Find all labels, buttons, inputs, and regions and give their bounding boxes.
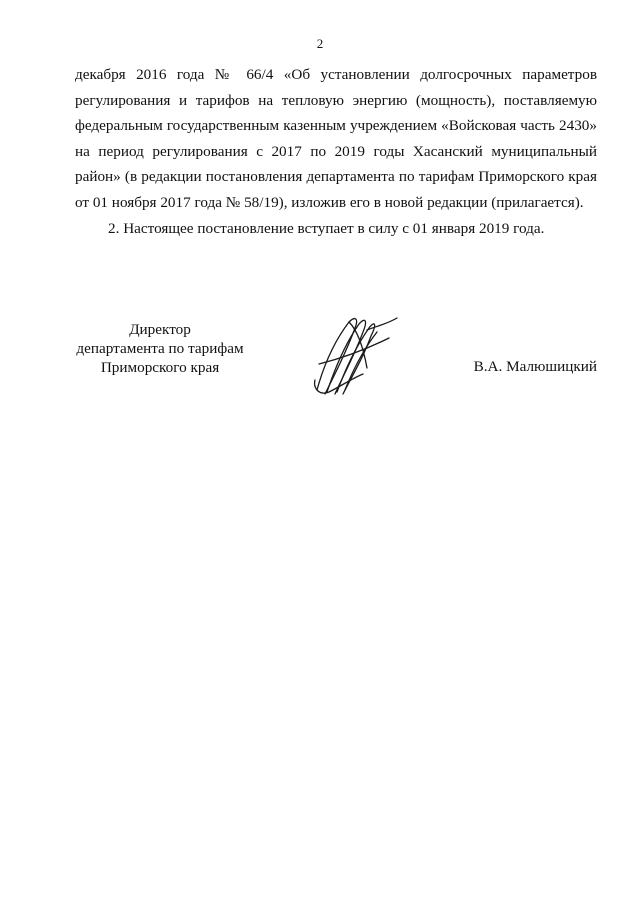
document-body bbox=[75, 62, 597, 241]
signatory-title-line-2: департамента по тарифам bbox=[76, 340, 244, 357]
signatory-name: В.А. Малюшицкий bbox=[473, 358, 597, 375]
paragraph-1: декабря 2016 года № 66/4 «Об установлении долгосрочных параметров регулирования и тарифов на тепловую энергию (мощность), поставляемую федеральным государственным казенным учреждением «Войсковая часть 2430» на период регулирования с 2017 по 2019 годы Хасанский муниципальный район» (в редакции постановления департамента по тарифам Приморского края от 01 ноября 2017 года № 58/19), изложив его в новой редакции (прилагается). bbox=[75, 66, 597, 211]
signatory-title-line-3: Приморского края bbox=[100, 359, 220, 376]
paragraph-2: 2. Настоящее постановление вступает в силу с 01 января 2019 года. bbox=[108, 219, 545, 237]
signatory-title bbox=[60, 320, 260, 377]
signatory-title-line-1: Директор bbox=[129, 321, 191, 338]
page-number: 2 bbox=[316, 36, 324, 51]
handwritten-signature bbox=[305, 308, 405, 404]
